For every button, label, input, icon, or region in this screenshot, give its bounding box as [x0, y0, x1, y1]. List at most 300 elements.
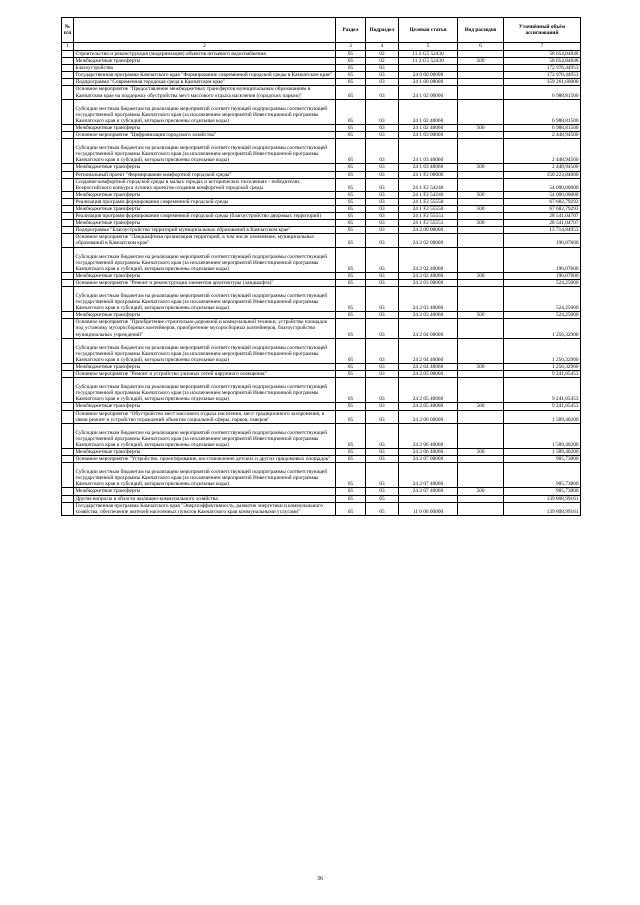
row-vr-cell — [458, 456, 504, 463]
row-number-cell — [62, 86, 74, 99]
row-name-cell: Межбюджетные трансферты — [74, 448, 336, 455]
row-vr-cell — [458, 495, 504, 502]
row-razdel-cell: 05 — [336, 72, 366, 79]
row-csr-cell: 24 2 03 40060 — [399, 287, 458, 312]
row-sum-cell: 2 448,94500 — [504, 164, 581, 171]
row-razdel-cell: 05 — [336, 58, 366, 65]
row-name-cell: Межбюджетные трансферты — [74, 191, 336, 198]
page-number: 36 — [317, 876, 323, 882]
row-vr-cell — [458, 79, 504, 86]
row-csr-cell: 24 2 05 00000 — [399, 371, 458, 378]
table-row — [62, 456, 581, 463]
row-podrazdel-cell: 03 — [366, 287, 399, 312]
row-csr-cell: 24 0 00 00000 — [399, 72, 458, 79]
column-number: 4 — [366, 43, 399, 51]
table-row — [62, 234, 581, 247]
table-row — [62, 272, 581, 279]
row-name-cell: Основное мероприятие "Предоставление межбюджетных трансфертов муниципальным образованиям в Камчатском крае на поддержку обустройства мест массового отдыха населения (городских парков)" — [74, 86, 336, 99]
row-name-cell: Основное мероприятие "Ремонт и реконструкция элементов архитектуры (ландшафта)" — [74, 279, 336, 286]
row-podrazdel-cell: 03 — [366, 463, 399, 488]
row-number-cell — [62, 213, 74, 220]
row-csr-cell: 24 2 05 40060 — [399, 403, 458, 410]
row-number-cell — [62, 227, 74, 234]
row-sum-cell: 1 589,40200 — [504, 423, 581, 448]
row-podrazdel-cell: 03 — [366, 72, 399, 79]
row-name-cell: Государственная программа Камчатского края "Формирование современной городской среды в Камчатском крае" — [74, 72, 336, 79]
row-name-cell: Реализация программ формирования современной городской среды (благоустройство дворовых территорий) — [74, 213, 336, 220]
header-podrazdel: Подраздел — [366, 18, 399, 43]
row-name-cell: Создание комфортной городской среды в малых городах и исторических поселениях - победителях Всероссийского конкурса лучших проектов создания комфортной городской среды — [74, 178, 336, 191]
table-row — [62, 139, 581, 164]
row-podrazdel-cell: 03 — [366, 403, 399, 410]
row-csr-cell: 24 1 02 40060 — [399, 124, 458, 131]
row-vr-cell — [458, 410, 504, 423]
table-row — [62, 72, 581, 79]
row-sum-cell: 524,25000 — [504, 279, 581, 286]
table-row — [62, 463, 581, 488]
row-sum-cell: 6 988,81500 — [504, 124, 581, 131]
row-sum-cell: 139 808,99161 — [504, 495, 581, 502]
row-podrazdel-cell: 03 — [366, 227, 399, 234]
row-name-cell: Межбюджетные трансферты — [74, 488, 336, 495]
row-name-cell: Благоустройство — [74, 65, 336, 72]
row-csr-cell: 24 1 F2 00000 — [399, 171, 458, 178]
row-number-cell — [62, 65, 74, 72]
row-vr-cell — [458, 198, 504, 205]
row-razdel-cell: 05 — [336, 139, 366, 164]
row-name-cell: Межбюджетные трансферты — [74, 312, 336, 319]
budget-table — [61, 17, 581, 516]
table-row — [62, 378, 581, 403]
row-razdel-cell: 05 — [336, 65, 366, 72]
row-vr-cell: 500 — [458, 164, 504, 171]
header-name — [74, 18, 336, 43]
row-vr-cell — [458, 132, 504, 139]
row-number-cell — [62, 124, 74, 131]
row-number-cell — [62, 272, 74, 279]
row-csr-cell: 24 1 02 00000 — [399, 86, 458, 99]
table-row — [62, 403, 581, 410]
row-number-cell — [62, 371, 74, 378]
row-number-cell — [62, 178, 74, 191]
row-podrazdel-cell: 03 — [366, 99, 399, 124]
row-sum-cell: 9 241,05453 — [504, 378, 581, 403]
row-vr-cell: 500 — [458, 205, 504, 212]
row-sum-cell: 1 256,32900 — [504, 363, 581, 370]
row-sum-cell: 159 261,60000 — [504, 79, 581, 86]
header-csr: Целевая статья — [399, 18, 458, 43]
row-csr-cell: 24 1 02 40060 — [399, 99, 458, 124]
row-vr-cell — [458, 279, 504, 286]
row-podrazdel-cell: 03 — [366, 234, 399, 247]
table-row — [62, 99, 581, 124]
row-sum-cell: 524,25000 — [504, 287, 581, 312]
row-podrazdel-cell: 03 — [366, 164, 399, 171]
row-razdel-cell: 05 — [336, 495, 366, 502]
table-row — [62, 448, 581, 455]
row-sum-cell: 67 682,79293 — [504, 205, 581, 212]
row-podrazdel-cell: 03 — [366, 205, 399, 212]
row-number-cell — [62, 488, 74, 495]
row-number-cell — [62, 58, 74, 65]
row-csr-cell: 24 1 00 00000 — [399, 79, 458, 86]
row-sum-cell: 172 976,44953 — [504, 65, 581, 72]
row-podrazdel-cell: 03 — [366, 272, 399, 279]
row-csr-cell — [399, 495, 458, 502]
row-number-cell — [62, 72, 74, 79]
table-row — [62, 79, 581, 86]
row-sum-cell: 196,07600 — [504, 247, 581, 272]
header-sum: Уточнённый объём ассигнований — [504, 18, 581, 43]
row-razdel-cell: 05 — [336, 234, 366, 247]
row-name-cell: Межбюджетные трансферты — [74, 363, 336, 370]
row-name-cell: Основное мероприятие "Устройство, проектирование, восстановление детских и других придомовых площадок" — [74, 456, 336, 463]
row-podrazdel-cell: 03 — [366, 220, 399, 227]
row-sum-cell: 2 448,94500 — [504, 132, 581, 139]
row-name-cell: Межбюджетные трансферты — [74, 403, 336, 410]
row-vr-cell: 500 — [458, 124, 504, 131]
row-name-cell: Субсидии местным бюджетам на реализацию мероприятий соответствующей подпрограммы соответствующей государственной программы Камчатского края (за исключением мероприятий Инвестиционной программы Камчатского края и субсидий, которым присвоены отдельные коды) — [74, 338, 336, 363]
table-row — [62, 124, 581, 131]
column-number: 1 — [62, 43, 74, 51]
table-body — [62, 51, 581, 516]
row-name-cell: Основное мероприятие "Приобретение строительно-дорожной и коммунальной техники, устройство площадок под установку мусоросборных контейнеров, приобретение мусоросборных контейнеров, благоустройство муниципальных учреждений" — [74, 319, 336, 338]
row-vr-cell: 500 — [458, 403, 504, 410]
row-podrazdel-cell: 03 — [366, 338, 399, 363]
row-razdel-cell: 05 — [336, 178, 366, 191]
row-razdel-cell: 05 — [336, 403, 366, 410]
row-razdel-cell: 05 — [336, 227, 366, 234]
row-sum-cell: 28 541,04707 — [504, 213, 581, 220]
table-row — [62, 132, 581, 139]
row-podrazdel-cell: 03 — [366, 171, 399, 178]
row-vr-cell — [458, 99, 504, 124]
row-number-cell — [62, 205, 74, 212]
row-razdel-cell: 05 — [336, 371, 366, 378]
row-csr-cell: 24 2 00 00000 — [399, 227, 458, 234]
row-csr-cell: 24 1 F2 55551 — [399, 220, 458, 227]
row-number-cell — [62, 51, 74, 58]
row-csr-cell: 24 1 03 00000 — [399, 132, 458, 139]
row-vr-cell: 500 — [458, 448, 504, 455]
row-razdel-cell: 05 — [336, 213, 366, 220]
row-name-cell: Основное мероприятие "Ремонт и устройство уличных сетей наружного освещения" — [74, 371, 336, 378]
row-razdel-cell: 05 — [336, 132, 366, 139]
row-vr-cell — [458, 423, 504, 448]
row-podrazdel-cell: 03 — [366, 86, 399, 99]
row-sum-cell: 9 241,05453 — [504, 403, 581, 410]
row-name-cell: Межбюджетные трансферты — [74, 272, 336, 279]
row-podrazdel-cell: 03 — [366, 124, 399, 131]
row-sum-cell: 1 589,40200 — [504, 448, 581, 455]
row-sum-cell: 139 808,99161 — [504, 502, 581, 515]
row-razdel-cell: 05 — [336, 86, 366, 99]
table-row — [62, 247, 581, 272]
row-csr-cell — [399, 65, 458, 72]
row-name-cell: Государственная программа Камчатского края "Энергоэффективность, развитие энергетики и коммунального хозяйства, обеспечение жителей населенных пунктов Камчатского края коммунальными услугами" — [74, 502, 336, 515]
row-vr-cell — [458, 213, 504, 220]
row-vr-cell — [458, 227, 504, 234]
row-razdel-cell: 05 — [336, 171, 366, 178]
row-csr-cell: 24 2 02 40060 — [399, 247, 458, 272]
row-sum-cell: 58 654,84848 — [504, 58, 581, 65]
row-podrazdel-cell: 03 — [366, 279, 399, 286]
row-number-cell — [62, 410, 74, 423]
row-name-cell: Реализация программ формирования современной городской среды — [74, 198, 336, 205]
row-razdel-cell: 05 — [336, 79, 366, 86]
row-sum-cell: 172 976,44953 — [504, 72, 581, 79]
row-sum-cell: 58 654,84848 — [504, 51, 581, 58]
row-podrazdel-cell: 03 — [366, 191, 399, 198]
header-num: № п/п — [62, 18, 74, 43]
row-podrazdel-cell: 03 — [366, 79, 399, 86]
row-csr-cell: 24 1 F2 54240 — [399, 178, 458, 191]
row-number-cell — [62, 403, 74, 410]
row-podrazdel-cell: 03 — [366, 213, 399, 220]
row-podrazdel-cell: 03 — [366, 410, 399, 423]
table-row — [62, 58, 581, 65]
row-name-cell: Субсидии местным бюджетам на реализацию мероприятий соответствующей подпрограммы соответствующей государственной программы Камчатского края (за исключением мероприятий Инвестиционной программы Камчатского края и субсидий, которым присвоены отдельные коды) — [74, 287, 336, 312]
table-row — [62, 51, 581, 58]
row-number-cell — [62, 139, 74, 164]
row-vr-cell — [458, 319, 504, 338]
row-csr-cell: 11 0 00 00000 — [399, 502, 458, 515]
row-razdel-cell: 05 — [336, 198, 366, 205]
row-razdel-cell: 05 — [336, 51, 366, 58]
row-number-cell — [62, 319, 74, 338]
column-number: 6 — [458, 43, 504, 51]
row-sum-cell: 196,07600 — [504, 272, 581, 279]
row-vr-cell — [458, 371, 504, 378]
row-sum-cell: 1 589,40200 — [504, 410, 581, 423]
row-name-cell: Основное мероприятие "Ландшафтная организация территорий, в том числе озеленение, муниципальных образований в Камчатском крае" — [74, 234, 336, 247]
row-podrazdel-cell: 03 — [366, 132, 399, 139]
row-vr-cell: 500 — [458, 312, 504, 319]
column-number: 7 — [504, 43, 581, 51]
row-podrazdel-cell: 03 — [366, 312, 399, 319]
row-razdel-cell: 05 — [336, 319, 366, 338]
header-row — [62, 18, 581, 43]
table-row — [62, 488, 581, 495]
table-row — [62, 178, 581, 191]
row-name-cell: Основное мероприятие "Обустройство мест массового отдыха населения, мест традиционного захоронения, в связи ремонт и устройство ограждений объектов социальной сферы, парков, скверов" — [74, 410, 336, 423]
row-razdel-cell: 05 — [336, 279, 366, 286]
row-number-cell — [62, 164, 74, 171]
row-number-cell — [62, 502, 74, 515]
row-number-cell — [62, 220, 74, 227]
row-podrazdel-cell: 03 — [366, 247, 399, 272]
row-vr-cell — [458, 338, 504, 363]
row-razdel-cell: 05 — [336, 423, 366, 448]
header-razdel: Раздел — [336, 18, 366, 43]
table-row — [62, 287, 581, 312]
row-sum-cell: 524,25000 — [504, 312, 581, 319]
row-name-cell: Подпрограмма "Современная городская среда в Камчатском крае" — [74, 79, 336, 86]
row-podrazdel-cell: 03 — [366, 371, 399, 378]
row-podrazdel-cell: 03 — [366, 178, 399, 191]
row-sum-cell: 6 988,81500 — [504, 86, 581, 99]
row-razdel-cell: 05 — [336, 378, 366, 403]
row-sum-cell: 54 000,00000 — [504, 191, 581, 198]
row-number-cell — [62, 247, 74, 272]
row-podrazdel-cell: 03 — [366, 139, 399, 164]
row-podrazdel-cell: 03 — [366, 488, 399, 495]
row-razdel-cell: 05 — [336, 363, 366, 370]
row-vr-cell — [458, 502, 504, 515]
row-sum-cell: 28 541,04707 — [504, 220, 581, 227]
row-podrazdel-cell: 03 — [366, 423, 399, 448]
table-row — [62, 319, 581, 338]
row-razdel-cell: 05 — [336, 312, 366, 319]
row-name-cell: Субсидии местным бюджетам на реализацию мероприятий соответствующей подпрограммы соответствующей государственной программы Камчатского края (за исключением мероприятий Инвестиционной программы Камчатского края и субсидий, которым присвоены отдельные коды) — [74, 247, 336, 272]
row-csr-cell: 11 2 G5 52430 — [399, 58, 458, 65]
row-name-cell: Субсидии местным бюджетам на реализацию мероприятий соответствующей подпрограммы соответствующей государственной программы Камчатского края (за исключением мероприятий Инвестиционной программы Камчатского края и субсидий, которым присвоены отдельные коды) — [74, 423, 336, 448]
row-vr-cell — [458, 378, 504, 403]
table-row — [62, 363, 581, 370]
column-number: 3 — [336, 43, 366, 51]
row-csr-cell: 24 2 03 00000 — [399, 279, 458, 286]
row-csr-cell: 24 1 F2 55551 — [399, 213, 458, 220]
table-row — [62, 410, 581, 423]
row-number-cell — [62, 378, 74, 403]
table-row — [62, 213, 581, 220]
row-csr-cell: 24 1 03 40060 — [399, 164, 458, 171]
row-vr-cell — [458, 139, 504, 164]
row-name-cell: Субсидии местным бюджетам на реализацию мероприятий соответствующей подпрограммы соответствующей государственной программы Камчатского края (за исключением мероприятий Инвестиционной программы Камчатского края и субсидий, которым присвоены отдельные коды) — [74, 463, 336, 488]
row-csr-cell: 24 2 07 40060 — [399, 463, 458, 488]
row-podrazdel-cell: 03 — [366, 319, 399, 338]
row-number-cell — [62, 99, 74, 124]
row-number-cell — [62, 234, 74, 247]
row-number-cell — [62, 338, 74, 363]
row-number-cell — [62, 448, 74, 455]
row-number-cell — [62, 279, 74, 286]
row-razdel-cell: 05 — [336, 191, 366, 198]
row-name-cell: Межбюджетные трансферты — [74, 124, 336, 131]
column-number: 5 — [399, 43, 458, 51]
row-number-cell — [62, 198, 74, 205]
column-number: 2 — [74, 43, 336, 51]
row-csr-cell: 24 2 04 00000 — [399, 319, 458, 338]
row-vr-cell — [458, 72, 504, 79]
table-row — [62, 423, 581, 448]
row-razdel-cell: 05 — [336, 99, 366, 124]
row-sum-cell: 1 256,32900 — [504, 338, 581, 363]
row-razdel-cell: 05 — [336, 338, 366, 363]
row-razdel-cell: 05 — [336, 502, 366, 515]
row-csr-cell: 24 2 04 40060 — [399, 338, 458, 363]
row-number-cell — [62, 495, 74, 502]
row-number-cell — [62, 79, 74, 86]
row-name-cell: Подпрограмма "Благоустройство территорий муниципальных образований в Камчатском крае" — [74, 227, 336, 234]
table-row — [62, 371, 581, 378]
table-row — [62, 65, 581, 72]
row-csr-cell: 24 2 05 40060 — [399, 378, 458, 403]
row-csr-cell: 11 2 G5 52430 — [399, 51, 458, 58]
table-row — [62, 198, 581, 205]
row-vr-cell: 500 — [458, 58, 504, 65]
row-sum-cell: 905,73800 — [504, 456, 581, 463]
header-vr: Вид расходов — [458, 18, 504, 43]
row-vr-cell — [458, 247, 504, 272]
row-number-cell — [62, 312, 74, 319]
row-vr-cell — [458, 65, 504, 72]
row-sum-cell: 905,73800 — [504, 463, 581, 488]
row-csr-cell: 24 1 F2 55550 — [399, 205, 458, 212]
row-sum-cell: 1 256,32900 — [504, 319, 581, 338]
table-row — [62, 164, 581, 171]
row-sum-cell: 13 714,84953 — [504, 227, 581, 234]
row-name-cell: Основное мероприятие "Цифровизация городского хозяйства" — [74, 132, 336, 139]
table-row — [62, 220, 581, 227]
table-row — [62, 86, 581, 99]
row-podrazdel-cell: 03 — [366, 456, 399, 463]
row-csr-cell: 24 2 06 00000 — [399, 410, 458, 423]
row-razdel-cell: 05 — [336, 456, 366, 463]
row-name-cell: Межбюджетные трансферты — [74, 220, 336, 227]
row-vr-cell — [458, 51, 504, 58]
row-number-cell — [62, 463, 74, 488]
row-csr-cell: 24 2 02 00000 — [399, 234, 458, 247]
row-csr-cell: 24 2 04 40060 — [399, 363, 458, 370]
row-razdel-cell: 05 — [336, 124, 366, 131]
row-vr-cell: 500 — [458, 272, 504, 279]
table-row — [62, 495, 581, 502]
row-podrazdel-cell: 03 — [366, 448, 399, 455]
row-name-cell: Субсидии местным бюджетам на реализацию мероприятий соответствующей подпрограммы соответствующей государственной программы Камчатского края (за исключением мероприятий Инвестиционной программы Камчатского края и субсидий, которым присвоены отдельные коды) — [74, 378, 336, 403]
table-row — [62, 171, 581, 178]
column-number-row — [62, 43, 581, 51]
row-razdel-cell: 05 — [336, 272, 366, 279]
row-razdel-cell: 05 — [336, 287, 366, 312]
row-name-cell: Межбюджетные трансферты — [74, 205, 336, 212]
table-row — [62, 191, 581, 198]
row-sum-cell: 2 448,94500 — [504, 139, 581, 164]
row-sum-cell: 6 988,81500 — [504, 99, 581, 124]
row-razdel-cell: 05 — [336, 488, 366, 495]
row-vr-cell — [458, 287, 504, 312]
row-razdel-cell: 05 — [336, 247, 366, 272]
row-podrazdel-cell: 02 — [366, 58, 399, 65]
table-row — [62, 205, 581, 212]
row-vr-cell: 500 — [458, 363, 504, 370]
table-row — [62, 338, 581, 363]
row-number-cell — [62, 456, 74, 463]
row-name-cell: Строительство и реконструкция (модернизация) объектов питьевого водоснабжения — [74, 51, 336, 58]
row-vr-cell — [458, 86, 504, 99]
row-number-cell — [62, 287, 74, 312]
row-podrazdel-cell: 03 — [366, 363, 399, 370]
row-vr-cell: 500 — [458, 488, 504, 495]
table-row — [62, 312, 581, 319]
row-razdel-cell: 05 — [336, 448, 366, 455]
table-row — [62, 502, 581, 515]
row-podrazdel-cell: 02 — [366, 51, 399, 58]
row-name-cell: Другие вопросы в области жилищно-коммунального хозяйства — [74, 495, 336, 502]
row-csr-cell: 24 2 03 40060 — [399, 312, 458, 319]
row-number-cell — [62, 191, 74, 198]
row-podrazdel-cell: 05 — [366, 502, 399, 515]
row-csr-cell: 24 2 07 40060 — [399, 488, 458, 495]
row-sum-cell: 196,07600 — [504, 234, 581, 247]
row-vr-cell — [458, 171, 504, 178]
row-number-cell — [62, 132, 74, 139]
row-csr-cell: 24 2 06 40060 — [399, 448, 458, 455]
row-razdel-cell: 05 — [336, 463, 366, 488]
row-csr-cell: 24 1 F2 55550 — [399, 198, 458, 205]
row-podrazdel-cell: 03 — [366, 378, 399, 403]
row-vr-cell: 500 — [458, 191, 504, 198]
